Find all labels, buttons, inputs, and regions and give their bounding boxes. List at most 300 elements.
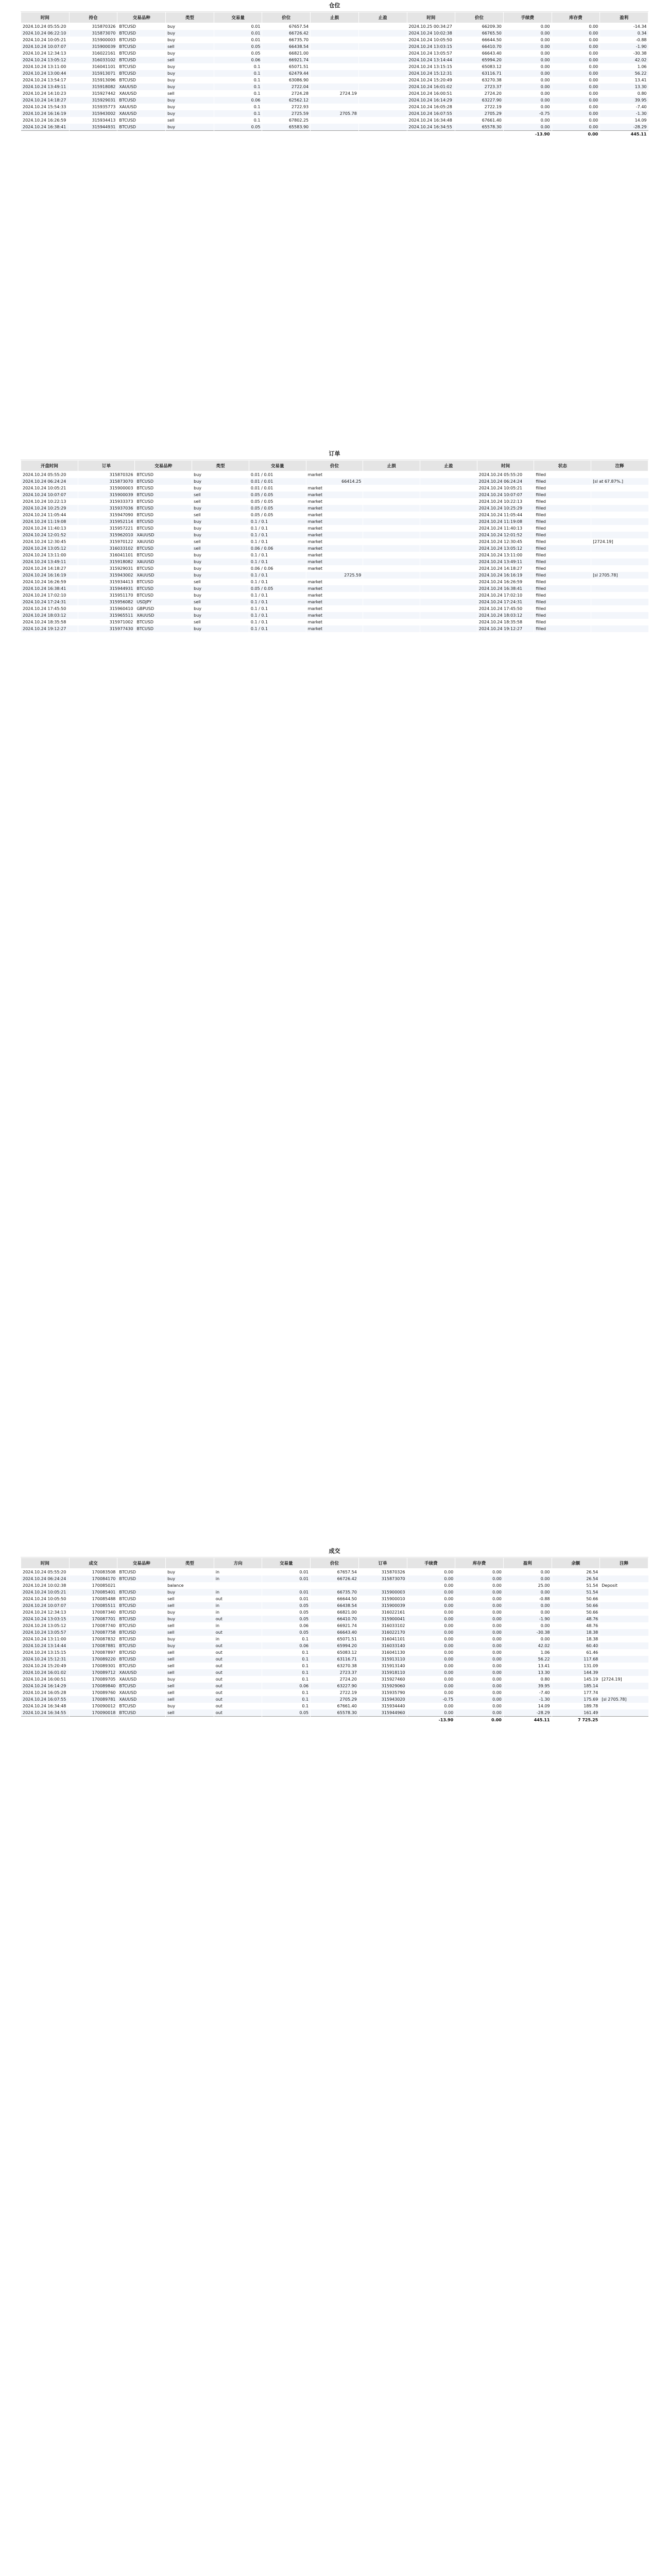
table-cell: 66726.42 — [262, 30, 311, 37]
table-cell: XAUUSD — [117, 1696, 166, 1703]
table-cell: BTCUSD — [135, 505, 192, 512]
table-cell: market — [306, 625, 363, 632]
table-cell: sell — [192, 492, 249, 498]
deals-table — [21, 1557, 648, 1723]
table-cell: filled — [534, 525, 591, 532]
table-cell: 0.05 — [262, 1629, 311, 1636]
table-cell: 0.00 — [503, 1602, 552, 1609]
table-cell: BTCUSD — [117, 1629, 166, 1636]
table-cell: 0.00 — [552, 63, 600, 70]
table-cell: 315935790 — [358, 1689, 407, 1696]
table-cell: 2024.10.24 16:26:59 — [21, 579, 78, 585]
table-row — [21, 104, 648, 110]
table-cell: 0.00 — [503, 50, 552, 57]
table-cell: 0.00 — [407, 1669, 455, 1676]
total-cell: 445.11 — [503, 1717, 552, 1724]
table-cell — [363, 625, 420, 632]
table-cell — [311, 83, 359, 90]
table-row — [21, 552, 648, 558]
table-cell: 61.46 — [552, 1649, 600, 1656]
table-cell: [sl at 67.87%.] — [591, 478, 648, 485]
table-cell — [600, 1649, 648, 1656]
table-cell: BTCUSD — [117, 1616, 166, 1622]
table-cell: 2024.10.24 16:34:55 — [407, 124, 455, 131]
table-cell: 315870326 — [358, 1569, 407, 1576]
table-cell: buy — [192, 532, 249, 538]
total-cell — [407, 131, 455, 138]
table-cell: 0.00 — [552, 30, 600, 37]
table-cell — [363, 592, 420, 599]
table-cell — [358, 63, 407, 70]
table-cell: 14.09 — [600, 117, 648, 124]
table-row — [21, 97, 648, 104]
table-cell — [591, 532, 648, 538]
table-cell: XAUUSD — [135, 558, 192, 565]
table-cell — [420, 612, 477, 619]
table-cell: -0.88 — [600, 37, 648, 43]
table-cell: 2024.10.24 14:18:27 — [21, 565, 78, 572]
table-cell — [420, 492, 477, 498]
table-cell: in — [214, 1609, 262, 1616]
table-cell: BTCUSD — [117, 57, 166, 63]
table-cell: sell — [166, 43, 214, 50]
table-cell: 315944960 — [358, 1709, 407, 1717]
table-cell: 170087897 — [69, 1649, 117, 1656]
table-cell: sell — [166, 1629, 214, 1636]
column-header: 交易量 — [214, 12, 262, 23]
table-cell: 0.00 — [455, 1683, 504, 1689]
table-row — [21, 124, 648, 131]
table-cell: 315900003 — [78, 485, 135, 492]
table-cell — [358, 110, 407, 117]
column-header: 时间 — [21, 12, 70, 23]
total-cell — [262, 131, 311, 138]
table-cell: BTCUSD — [135, 585, 192, 592]
table-cell: 0.00 — [503, 1575, 552, 1582]
table-cell — [591, 485, 648, 492]
table-cell — [420, 545, 477, 552]
table-cell — [363, 505, 420, 512]
table-cell: 0.00 — [455, 1575, 504, 1582]
table-cell — [358, 117, 407, 124]
table-cell — [358, 50, 407, 57]
table-cell: 0.00 — [455, 1596, 504, 1602]
table-cell — [363, 579, 420, 585]
table-cell — [363, 545, 420, 552]
table-cell: buy — [166, 30, 214, 37]
table-cell — [591, 552, 648, 558]
table-cell: 2024.10.24 13:05:12 — [21, 545, 78, 552]
table-cell: 0.00 — [503, 83, 552, 90]
table-cell: out — [214, 1703, 262, 1709]
table-cell: filled — [534, 545, 591, 552]
table-cell: 2024.10.24 06:24:24 — [21, 478, 78, 485]
table-cell — [311, 37, 359, 43]
table-cell — [358, 43, 407, 50]
column-header: 交易品种 — [117, 12, 166, 23]
table-cell: 0.05 / 0.05 — [249, 498, 306, 505]
table-cell: 0.05 — [262, 1609, 311, 1616]
table-cell: 0.06 — [262, 1642, 311, 1649]
table-cell: 56.22 — [503, 1656, 552, 1663]
table-cell — [420, 585, 477, 592]
table-cell: 315952114 — [78, 518, 135, 525]
table-cell: 13.41 — [503, 1663, 552, 1669]
table-cell: 0.1 / 0.1 — [249, 605, 306, 612]
table-cell: BTCUSD — [135, 498, 192, 505]
table-cell: BTCUSD — [117, 1656, 166, 1663]
table-cell: sell — [166, 57, 214, 63]
table-cell: BTCUSD — [117, 1709, 166, 1717]
table-cell: 13.30 — [503, 1669, 552, 1676]
table-cell: buy — [192, 478, 249, 485]
table-cell: 0.00 — [552, 83, 600, 90]
table-cell: 170087881 — [69, 1642, 117, 1649]
table-cell: 316033140 — [358, 1642, 407, 1649]
table-row — [21, 1696, 648, 1703]
table-cell: 2024.10.24 10:02:38 — [21, 1582, 70, 1589]
table-cell — [420, 498, 477, 505]
column-header: 持仓 — [69, 12, 117, 23]
total-cell — [311, 1717, 359, 1724]
table-cell: 60.40 — [552, 1642, 600, 1649]
table-row — [21, 498, 648, 505]
table-cell: 2024.10.24 16:14:29 — [21, 1683, 70, 1689]
table-cell — [420, 478, 477, 485]
table-cell: market — [306, 505, 363, 512]
table-cell: 0.01 — [214, 23, 262, 30]
total-cell — [311, 131, 359, 138]
table-cell: 48.76 — [552, 1622, 600, 1629]
table-cell: 315913140 — [358, 1663, 407, 1669]
table-cell: 145.19 — [552, 1676, 600, 1683]
table-cell: buy — [166, 70, 214, 77]
table-cell: 0.01 — [214, 30, 262, 37]
table-cell: 1.06 — [503, 1649, 552, 1656]
table-cell: BTCUSD — [135, 565, 192, 572]
table-row — [21, 525, 648, 532]
table-cell: 2024.10.24 14:18:27 — [477, 565, 534, 572]
table-cell — [363, 585, 420, 592]
table-cell: sell — [192, 538, 249, 545]
table-row — [21, 1582, 648, 1589]
table-cell: out — [214, 1683, 262, 1689]
table-row — [21, 43, 648, 50]
table-cell: 2024.10.24 19:12:27 — [477, 625, 534, 632]
table-row — [21, 1663, 648, 1669]
table-cell: 0.00 — [552, 90, 600, 97]
table-cell: 316041101 — [78, 552, 135, 558]
table-cell: 315929060 — [358, 1683, 407, 1689]
table-cell — [363, 498, 420, 505]
table-cell: 2024.10.24 12:01:52 — [477, 532, 534, 538]
table-cell: 0.00 — [552, 70, 600, 77]
table-row — [21, 50, 648, 57]
table-cell: XAUUSD — [135, 538, 192, 545]
table-cell — [311, 117, 359, 124]
table-cell: 316041101 — [69, 63, 117, 70]
table-cell: buy — [192, 518, 249, 525]
table-cell: XAUUSD — [135, 612, 192, 619]
table-cell — [420, 518, 477, 525]
table-cell: 65083.12 — [455, 63, 504, 70]
table-cell: 0.1 — [214, 77, 262, 83]
table-cell: 315873070 — [69, 30, 117, 37]
table-cell: BTCUSD — [135, 625, 192, 632]
table-row — [21, 1616, 648, 1622]
table-cell: 0.00 — [407, 1602, 455, 1609]
table-cell: buy — [192, 552, 249, 558]
table-cell: 0.06 — [214, 57, 262, 63]
positions-section — [21, 0, 648, 138]
table-cell: 2024.10.24 13:05:57 — [21, 1629, 70, 1636]
table-cell: buy — [192, 505, 249, 512]
table-cell: 2024.10.24 17:45:50 — [21, 605, 78, 612]
orders-section — [21, 448, 648, 632]
table-cell: buy — [166, 1609, 214, 1616]
table-cell: 0.00 — [407, 1636, 455, 1642]
table-cell: 50.66 — [552, 1596, 600, 1602]
table-cell: 315929031 — [78, 565, 135, 572]
table-row — [21, 1569, 648, 1576]
table-cell: 0.1 — [262, 1663, 311, 1669]
table-cell: 2024.10.24 13:14:44 — [407, 57, 455, 63]
table-cell: 170089712 — [69, 1669, 117, 1676]
table-cell: 0.00 — [455, 1709, 504, 1717]
table-cell: 315873070 — [78, 478, 135, 485]
table-cell: 2024.10.24 05:55:20 — [477, 471, 534, 479]
table-cell: out — [214, 1629, 262, 1636]
table-cell: 2722.19 — [311, 1689, 359, 1696]
table-cell: buy — [166, 83, 214, 90]
table-cell: 170087832 — [69, 1636, 117, 1642]
table-cell: 2705.78 — [311, 110, 359, 117]
table-cell: in — [214, 1622, 262, 1629]
column-header: 注释 — [591, 461, 648, 471]
table-cell: 2024.10.24 13:14:44 — [21, 1642, 70, 1649]
table-cell: buy — [166, 1569, 214, 1576]
table-cell — [420, 512, 477, 518]
table-cell: 2024.10.24 10:22:13 — [21, 498, 78, 505]
table-cell — [600, 1589, 648, 1596]
total-cell — [358, 131, 407, 138]
table-cell: out — [214, 1656, 262, 1663]
total-row — [21, 131, 648, 138]
table-cell — [420, 538, 477, 545]
total-cell — [117, 1717, 166, 1724]
table-cell: 2024.10.24 16:26:59 — [21, 117, 70, 124]
table-cell: sell — [166, 1649, 214, 1656]
table-row — [21, 565, 648, 572]
table-cell: 315943020 — [358, 1696, 407, 1703]
table-cell — [591, 579, 648, 585]
column-header: 价位 — [306, 461, 363, 471]
table-row — [21, 485, 648, 492]
table-cell: 316041130 — [358, 1649, 407, 1656]
table-cell: 2724.20 — [311, 1676, 359, 1683]
table-cell: [sl 2705.78] — [600, 1696, 648, 1703]
table-cell: 2024.10.24 16:16:19 — [21, 572, 78, 579]
total-cell — [166, 131, 214, 138]
table-cell: buy — [166, 1575, 214, 1582]
table-cell: 18.38 — [552, 1636, 600, 1642]
positions-title: 仓位 — [21, 0, 648, 12]
table-cell: 0.00 — [503, 70, 552, 77]
table-cell: filled — [534, 518, 591, 525]
table-cell: 0.00 — [455, 1676, 504, 1683]
column-header: 交易品种 — [135, 461, 192, 471]
table-cell: in — [214, 1602, 262, 1609]
table-cell — [311, 23, 359, 30]
table-cell: buy — [192, 605, 249, 612]
column-header: 注释 — [600, 1558, 648, 1569]
total-cell — [69, 131, 117, 138]
table-cell — [358, 57, 407, 63]
table-cell: out — [214, 1596, 262, 1602]
table-cell: [2724.19] — [591, 538, 648, 545]
table-cell: 0.05 — [214, 50, 262, 57]
table-cell: 0.00 — [455, 1589, 504, 1596]
table-cell: BTCUSD — [117, 23, 166, 30]
orders-table — [21, 460, 648, 632]
table-cell: 316022161 — [358, 1609, 407, 1616]
table-cell: filled — [534, 485, 591, 492]
table-cell: 0.00 — [407, 1676, 455, 1683]
table-cell: 50.66 — [552, 1609, 600, 1616]
table-row — [21, 585, 648, 592]
table-cell: 0.1 / 0.1 — [249, 552, 306, 558]
table-cell: market — [306, 525, 363, 532]
table-cell: 0.00 — [407, 1582, 455, 1589]
table-cell: 170089220 — [69, 1656, 117, 1663]
table-cell: 65071.51 — [311, 1636, 359, 1642]
table-cell: 315873070 — [358, 1575, 407, 1582]
table-cell: 316033102 — [69, 57, 117, 63]
table-cell: sell — [166, 1696, 214, 1703]
table-cell: 2024.10.24 14:10:23 — [21, 90, 70, 97]
table-cell: 65083.12 — [311, 1649, 359, 1656]
table-cell: 0.1 / 0.1 — [249, 599, 306, 605]
table-cell: 0.00 — [503, 1636, 552, 1642]
table-row — [21, 1689, 648, 1696]
table-row — [21, 579, 648, 585]
table-cell: 65578.30 — [455, 124, 504, 131]
table-cell: 2024.10.24 13:11:00 — [477, 552, 534, 558]
table-cell: 0.06 — [262, 1683, 311, 1689]
table-cell — [358, 77, 407, 83]
table-cell: 2024.10.24 12:34:13 — [21, 50, 70, 57]
table-cell: market — [306, 538, 363, 545]
table-cell — [420, 532, 477, 538]
table-cell: GBPUSD — [135, 605, 192, 612]
table-cell: market — [306, 545, 363, 552]
table-cell: 0.01 / 0.01 — [249, 485, 306, 492]
table-cell: 170087701 — [69, 1616, 117, 1622]
table-row — [21, 545, 648, 552]
table-cell: 315913096 — [69, 77, 117, 83]
table-cell: BTCUSD — [117, 1636, 166, 1642]
table-cell — [363, 518, 420, 525]
table-cell: 170087340 — [69, 1609, 117, 1616]
table-cell: -1.90 — [503, 1616, 552, 1622]
table-cell: 0.00 — [455, 1669, 504, 1676]
table-cell: 315943002 — [78, 572, 135, 579]
table-cell: filled — [534, 558, 591, 565]
table-cell — [591, 471, 648, 479]
table-row — [21, 1649, 648, 1656]
table-cell — [591, 558, 648, 565]
table-cell: 2024.10.24 10:05:50 — [21, 1596, 70, 1602]
column-header: 类型 — [192, 461, 249, 471]
table-row — [21, 77, 648, 83]
table-cell: 66438.54 — [311, 1602, 359, 1609]
table-cell: out — [214, 1696, 262, 1703]
table-cell — [591, 525, 648, 532]
table-cell: 0.00 — [455, 1663, 504, 1669]
table-cell: BTCUSD — [117, 124, 166, 131]
table-cell: 2024.10.24 16:38:41 — [477, 585, 534, 592]
table-cell: 2024.10.24 10:22:13 — [477, 498, 534, 505]
table-cell: 0.06 / 0.06 — [249, 545, 306, 552]
table-cell: filled — [534, 505, 591, 512]
table-cell: 66765.50 — [455, 30, 504, 37]
table-cell: 117.68 — [552, 1656, 600, 1663]
table-cell: in — [214, 1575, 262, 1582]
table-cell: 170087758 — [69, 1629, 117, 1636]
table-cell: 315918110 — [358, 1669, 407, 1676]
column-header: 交易品种 — [117, 1558, 166, 1569]
table-row — [21, 1709, 648, 1717]
column-header: 止盈 — [420, 461, 477, 471]
table-cell: buy — [166, 1676, 214, 1683]
table-row — [21, 1642, 648, 1649]
table-cell: 0.1 — [262, 1676, 311, 1683]
table-cell: 315934413 — [78, 579, 135, 585]
table-cell: 0.05 — [262, 1709, 311, 1717]
table-cell: market — [306, 485, 363, 492]
table-cell: 0.00 — [455, 1696, 504, 1703]
table-row — [21, 599, 648, 605]
table-cell: XAUUSD — [117, 1676, 166, 1683]
table-cell: 0.01 — [262, 1596, 311, 1602]
table-cell: 2024.10.24 13:15:15 — [407, 63, 455, 70]
table-cell: 0.00 — [455, 1629, 504, 1636]
table-row — [21, 612, 648, 619]
table-cell: buy — [192, 485, 249, 492]
table-cell: 51.54 — [552, 1589, 600, 1596]
table-cell: 0.00 — [503, 117, 552, 124]
table-cell: 2725.59 — [306, 572, 363, 579]
table-cell: 0.01 — [262, 1575, 311, 1582]
table-cell: 2722.93 — [262, 104, 311, 110]
table-cell: 0.06 — [214, 97, 262, 104]
table-cell: [sl 2705.78] — [591, 572, 648, 579]
table-cell: sell — [166, 1656, 214, 1663]
table-cell — [591, 605, 648, 612]
table-cell: 0.00 — [455, 1656, 504, 1663]
table-cell: BTCUSD — [135, 619, 192, 625]
table-cell: 0.1 / 0.1 — [249, 572, 306, 579]
table-cell: 0.00 — [552, 50, 600, 57]
table-cell: 2024.10.24 13:05:57 — [407, 50, 455, 57]
table-cell: 0.1 — [262, 1703, 311, 1709]
table-cell: 185.14 — [552, 1683, 600, 1689]
table-cell: BTCUSD — [117, 43, 166, 50]
table-cell — [358, 70, 407, 77]
table-cell: 66643.40 — [455, 50, 504, 57]
table-cell: 2725.59 — [262, 110, 311, 117]
table-cell: BTCUSD — [117, 1589, 166, 1596]
